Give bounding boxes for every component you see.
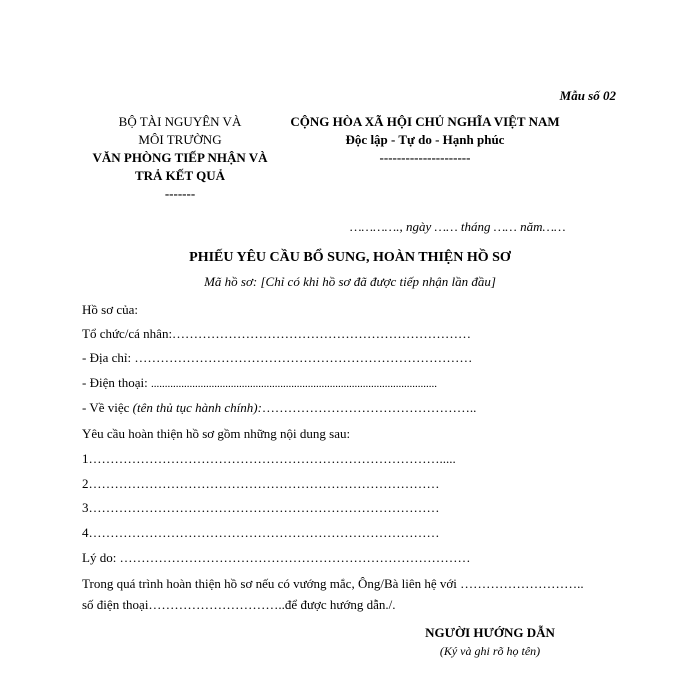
national-motto: Độc lập - Tự do - Hạnh phúc	[345, 132, 505, 147]
subject-label: - Về việc	[82, 400, 133, 415]
phone-label: - Điện thoại:	[82, 375, 151, 390]
national-divider: ---------------------	[379, 150, 471, 165]
signature-note: (Ký và ghi rõ họ tên)	[439, 644, 541, 658]
office-name-line2: TRẢ KẾT QUẢ	[134, 168, 226, 183]
office-name-line1: VĂN PHÒNG TIẾP NHẬN VÀ	[92, 150, 268, 165]
requirement-item-2: 2………………………………………………………………………	[82, 476, 440, 491]
agency-header	[70, 113, 290, 203]
national-title: CỘNG HÒA XÃ HỘI CHỦ NGHĨA VIỆT NAM	[290, 114, 560, 129]
phone-dots: ........................................................................................................	[150, 378, 437, 390]
owner-label: Hồ sơ của:	[82, 302, 138, 317]
document-title: PHIẾU YÊU CẦU BỔ SUNG, HOÀN THIỆN HỒ SƠ	[189, 250, 511, 265]
agency-name-line2: MÔI TRƯỜNG	[138, 132, 222, 147]
document-subtitle: Mã hồ sơ: [Chỉ có khi hồ sơ đã được tiếp nhận lần đầu]	[204, 274, 496, 289]
subject-hint: (tên thủ tục hành chính):	[132, 400, 262, 415]
reason-field: Lý do: ………………………………………………………………………	[82, 550, 471, 565]
requirement-item-4: 4………………………………………………………………………	[82, 525, 440, 540]
subject-field	[82, 400, 476, 416]
agency-divider: -------	[164, 186, 196, 201]
contact-line-1: Trong quá trình hoàn thiện hồ sơ nếu có vướng mắc, Ông/Bà liên hệ với ………………………..	[82, 576, 584, 591]
form-number: Mẫu số 02	[559, 88, 616, 103]
requirements-intro: Yêu cầu hoàn thiện hồ sơ gồm những nội dung sau:	[82, 426, 351, 441]
agency-name-line1: BỘ TÀI NGUYÊN VÀ	[118, 114, 242, 129]
subject-dots: …………………………………………..	[261, 400, 477, 415]
national-header	[260, 113, 590, 167]
requirement-item-3: 3………………………………………………………………………	[82, 500, 440, 515]
requirement-item-1: 1……………………………………………………………………….....	[82, 451, 456, 466]
phone-field	[82, 375, 437, 391]
address-field: - Địa chỉ: ……………………………………………………………………	[82, 350, 473, 365]
signature-title: NGƯỜI HƯỚNG DẪN	[425, 625, 555, 640]
date-line: …………., ngày …… tháng …… năm……	[350, 219, 566, 234]
contact-line-2: số điện thoại…………………………..để được hướng dẫn./.	[82, 597, 396, 612]
org-field: Tổ chức/cá nhân:……………………………………………………………	[82, 326, 472, 341]
